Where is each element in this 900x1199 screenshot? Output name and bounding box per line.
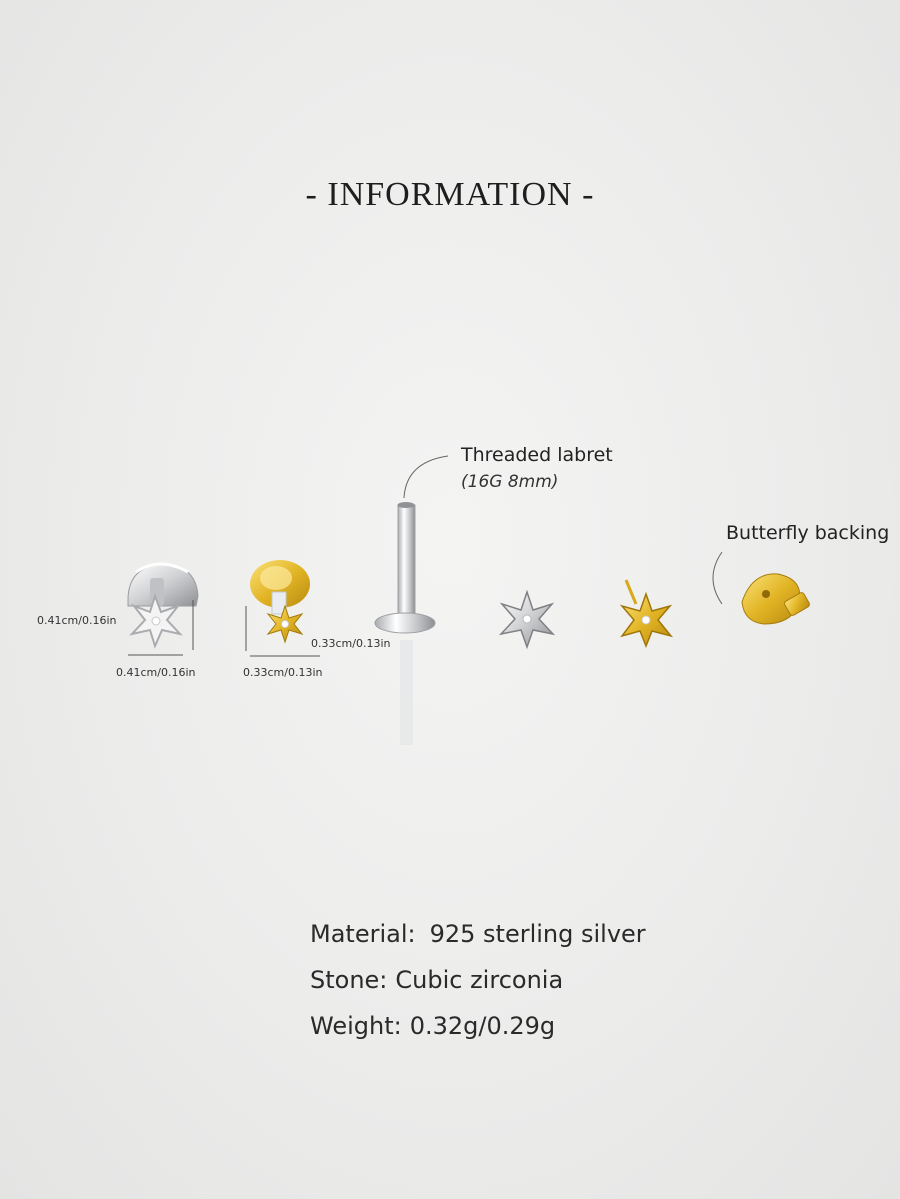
spec-value: Cubic zirconia xyxy=(395,966,564,994)
spec-material xyxy=(310,914,646,960)
silver-height-dimension: 0.41cm/0.16in xyxy=(37,614,117,627)
spec-list xyxy=(310,914,646,1052)
spec-weight xyxy=(310,1006,646,1052)
gold-star-head xyxy=(622,580,671,646)
silver-star-stud xyxy=(128,564,198,646)
spec-label: Material: xyxy=(310,920,416,948)
page-title: - INFORMATION - xyxy=(305,176,595,213)
callout-line xyxy=(713,552,722,604)
gold-width-dimension: 0.33cm/0.13in xyxy=(243,666,323,679)
butterfly-callout: Butterfly backing xyxy=(726,522,890,544)
spec-value: 925 sterling silver xyxy=(429,920,646,948)
spec-label: Weight: xyxy=(310,1012,402,1040)
threaded-labret xyxy=(375,502,435,745)
gold-height-dimension: 0.33cm/0.13in xyxy=(311,637,391,650)
gold-star-labret xyxy=(250,560,310,642)
silver-width-dimension: 0.41cm/0.16in xyxy=(116,666,196,679)
labret-callout-title: Threaded labret xyxy=(461,444,613,466)
spec-label: Stone: xyxy=(310,966,388,994)
spec-stone xyxy=(310,960,646,1006)
labret-callout-spec: (16G 8mm) xyxy=(461,472,559,492)
callout-line xyxy=(404,456,448,498)
gold-butterfly-backing xyxy=(742,574,811,624)
silver-star-head xyxy=(501,592,553,647)
spec-value: 0.32g/0.29g xyxy=(409,1012,556,1040)
